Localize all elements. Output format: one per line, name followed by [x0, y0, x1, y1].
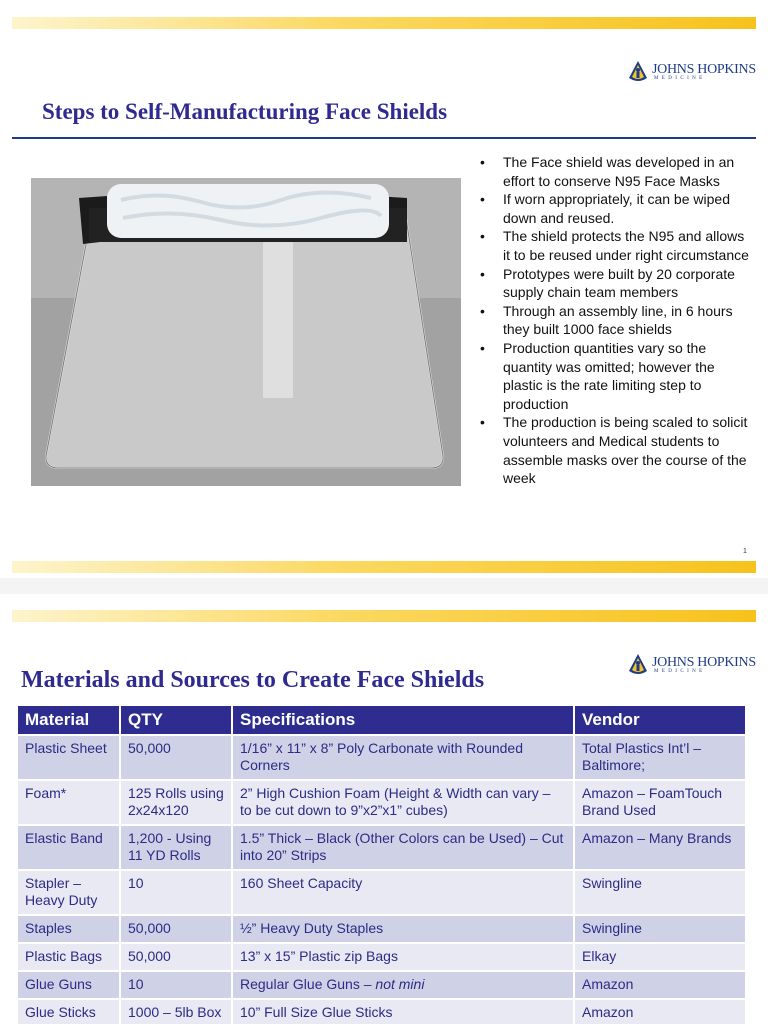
bottom-gold-bar	[12, 561, 756, 573]
cell-specifications	[232, 999, 574, 1024]
materials-table	[18, 706, 745, 1024]
table-row	[18, 971, 745, 999]
face-shield-photo	[31, 178, 461, 486]
face-shield-illustration	[31, 178, 461, 486]
cell-material: Plastic Bags	[18, 943, 120, 971]
cell-vendor: Amazon	[574, 971, 745, 999]
spec-text: Regular Glue Guns –	[240, 976, 376, 992]
cell-vendor: Amazon – FoamTouch Brand Used	[574, 780, 745, 825]
logo-sub: MEDICINE	[654, 76, 706, 81]
table-row	[18, 915, 745, 943]
cell-qty: 50,000	[120, 915, 232, 943]
cell-vendor: Swingline	[574, 870, 745, 915]
table-row	[18, 825, 745, 870]
spec-text: 2” High Cushion Foam (Height & Width can vary – to be cut down to 9”x2”x1” cubes)	[240, 785, 551, 818]
cell-specifications	[232, 915, 574, 943]
cell-qty: 1000 – 5lb Box	[120, 999, 232, 1024]
table-row	[18, 999, 745, 1024]
table-row	[18, 780, 745, 825]
bullet-item: • Through an assembly line, in 6 hours they built 1000 face shields	[478, 302, 750, 339]
bullet-item: • If worn appropriately, it can be wiped down and reused.	[478, 190, 750, 227]
bullet-item: • The production is being scaled to solicit volunteers and Medical students to assemble masks over the course of the week	[478, 413, 750, 487]
spec-text: 13” x 15” Plastic zip Bags	[240, 948, 398, 964]
cell-vendor: Amazon – Many Brands	[574, 825, 745, 870]
johns-hopkins-logo	[627, 60, 756, 84]
shield-icon	[627, 60, 649, 84]
cell-qty: 125 Rolls using 2x24x120	[120, 780, 232, 825]
cell-specifications	[232, 971, 574, 999]
table-row	[18, 870, 745, 915]
cell-qty: 10	[120, 971, 232, 999]
column-header-vendor: Vendor	[574, 706, 745, 735]
title-rule	[12, 137, 756, 139]
top-gold-bar	[12, 17, 756, 29]
page-number: 1	[743, 548, 747, 555]
cell-material: Staples	[18, 915, 120, 943]
slide-2-title: Materials and Sources to Create Face Shields	[21, 667, 485, 693]
table-header-row	[18, 706, 745, 735]
spec-emphasis: not mini	[375, 976, 425, 992]
cell-qty: 10	[120, 870, 232, 915]
cell-material: Plastic Sheet	[18, 735, 120, 780]
cell-qty: 50,000	[120, 735, 232, 780]
spec-text: ½” Heavy Duty Staples	[240, 920, 384, 936]
column-header-material: Material	[18, 706, 120, 735]
bullet-item: • The Face shield was developed in an effort to conserve N95 Face Masks	[478, 153, 750, 190]
spec-text: 160 Sheet Capacity	[240, 875, 363, 891]
bullet-list	[478, 153, 750, 488]
bullet-item: • The shield protects the N95 and allows it to be reused under right circumstance	[478, 227, 750, 264]
shield-icon	[627, 653, 649, 677]
cell-vendor: Swingline	[574, 915, 745, 943]
spec-text: 10” Full Size Glue Sticks	[240, 1004, 393, 1020]
top-gold-bar	[12, 610, 756, 622]
logo-name: JOHNS HOPKINS	[652, 62, 756, 77]
cell-specifications	[232, 735, 574, 780]
slide-2	[0, 594, 768, 1024]
column-header-specifications: Specifications	[232, 706, 574, 735]
cell-material: Elastic Band	[18, 825, 120, 870]
column-header-qty: QTY	[120, 706, 232, 735]
cell-material: Foam*	[18, 780, 120, 825]
cell-material: Glue Guns	[18, 971, 120, 999]
slide-1-title: Steps to Self-Manufacturing Face Shields	[42, 99, 448, 124]
spec-text: 1/16” x 11” x 8” Poly Carbonate with Rounded Corners	[240, 740, 524, 773]
cell-specifications	[232, 870, 574, 915]
johns-hopkins-logo	[627, 653, 756, 677]
table-row	[18, 943, 745, 971]
logo-sub: MEDICINE	[654, 669, 706, 674]
cell-material: Stapler – Heavy Duty	[18, 870, 120, 915]
bullet-item: • Production quantities vary so the quantity was omitted; however the plastic is the rate limiting step to production	[478, 339, 750, 413]
cell-specifications	[232, 943, 574, 971]
cell-material: Glue Sticks	[18, 999, 120, 1024]
cell-specifications	[232, 825, 574, 870]
cell-vendor: Amazon	[574, 999, 745, 1024]
cell-qty: 50,000	[120, 943, 232, 971]
cell-vendor: Total Plastics Int’l – Baltimore;	[574, 735, 745, 780]
spec-text: 1.5” Thick – Black (Other Colors can be Used) – Cut into 20” Strips	[240, 830, 564, 863]
cell-vendor: Elkay	[574, 943, 745, 971]
table-row	[18, 735, 745, 780]
cell-qty: 1,200 - Using 11 YD Rolls	[120, 825, 232, 870]
cell-specifications	[232, 780, 574, 825]
logo-name: JOHNS HOPKINS	[652, 655, 756, 670]
bullet-item: • Prototypes were built by 20 corporate supply chain team members	[478, 265, 750, 302]
